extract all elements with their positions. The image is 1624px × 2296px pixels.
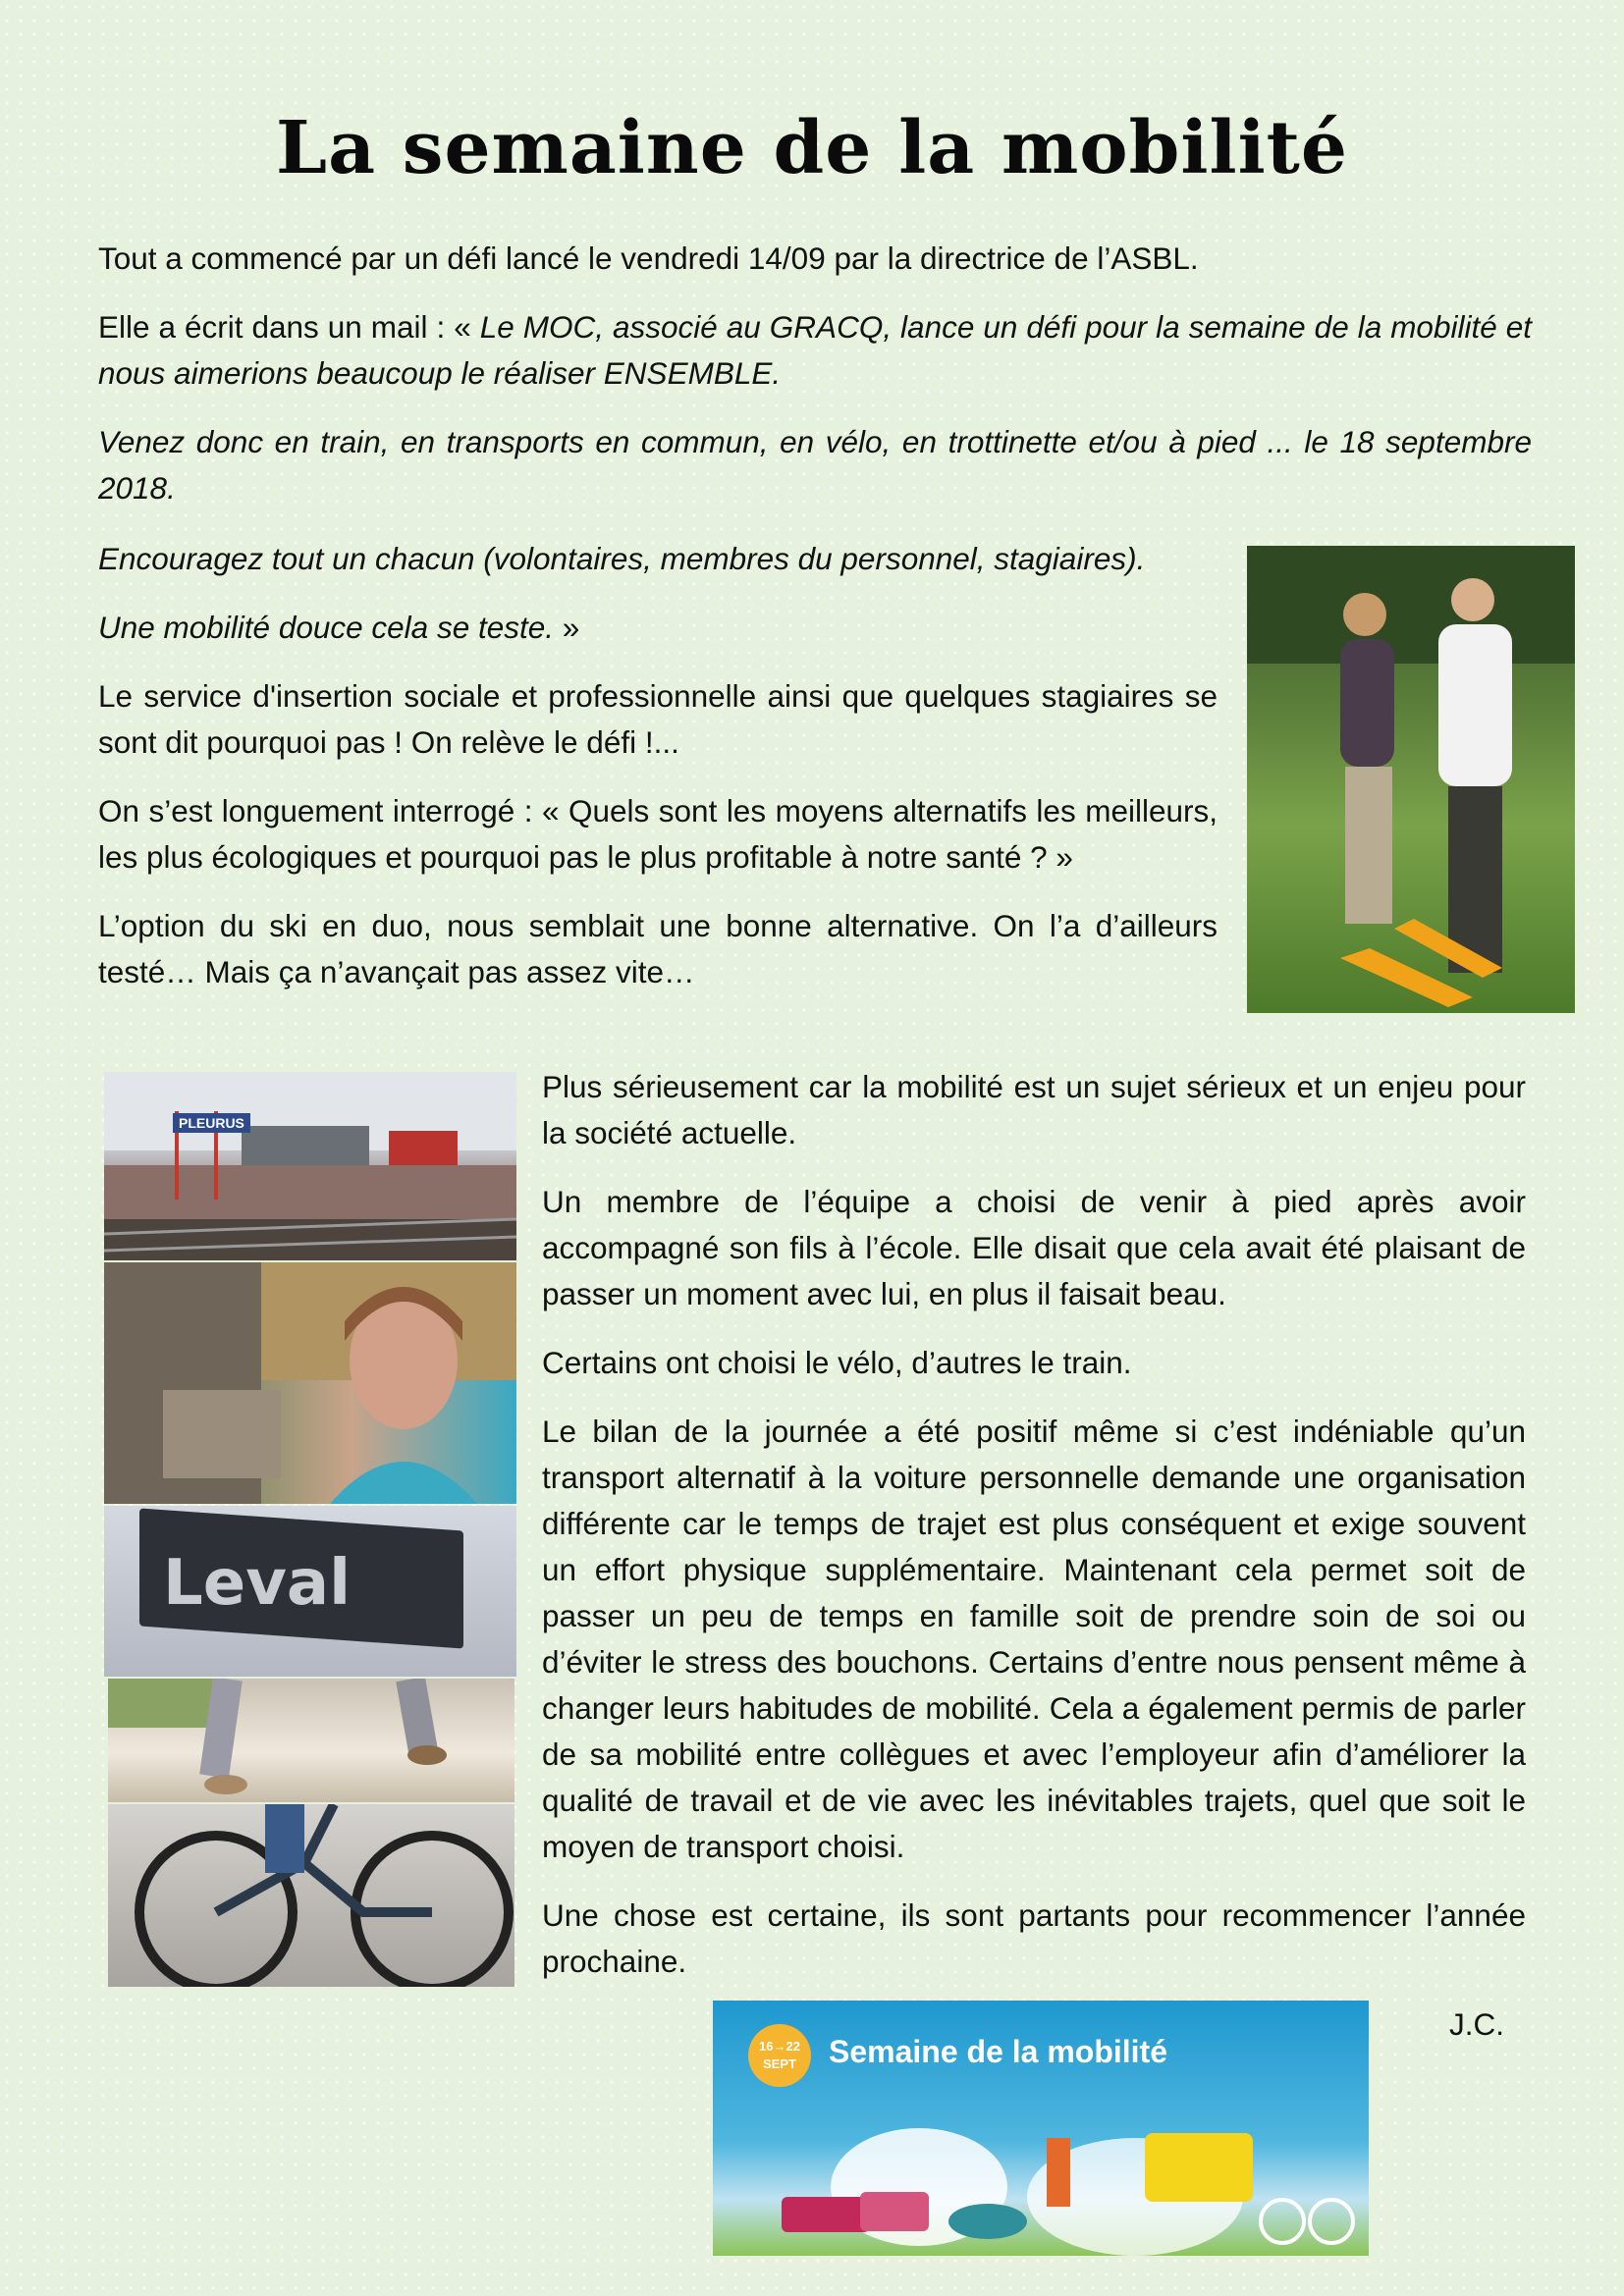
banner-title: Semaine de la mobilité (829, 2034, 1167, 2069)
test-quote-text: Une mobilité douce cela se teste. (98, 610, 555, 645)
banner-date-badge: 16→22 SEPT (748, 2024, 811, 2087)
woman-selfie-photo (104, 1262, 516, 1504)
test-quote-close: » (554, 610, 580, 645)
station-sign: PLEURUS (173, 1113, 250, 1133)
page-title: La semaine de la mobilité (276, 106, 1348, 190)
mail-quote-paragraph (98, 304, 1532, 397)
mobility-week-banner (713, 2001, 1369, 2256)
intro-paragraph: Tout a commencé par un défi lancé le vendredi 14/09 par la directrice de l’ASBL. (98, 240, 1199, 276)
leval-sign-photo (104, 1506, 516, 1677)
summary-paragraph: Le bilan de la journée a été positif même si c’est indéniable qu’un transport alternatif à la voiture personnelle demande une organisation différente car le temps de trajet est plus conséquent et exige souvent un effort physique supplémentaire. Maintenant cela permet soit de passer un peu de temps en famille soit de prendre soin de soi ou d’éviter le stress des bouchons. Certains d’entre nous pensent même à changer leurs habitudes de mobilité. Cela a également permis de parler de sa mobilité entre collègues et avec l’employeur afin d’améliorer la qualité de travail et de vie avec les inévitables trajets, quel que soit le moyen de transport choisi. (542, 1414, 1526, 1864)
bottom-section (542, 1064, 1526, 2007)
walk-paragraph: Un membre de l’équipe a choisi de venir à pied après avoir accompagné son fils à l’école. Elle disait que cela avait été plaisant de passer un moment avec lui, en plus il faisait beau. (542, 1184, 1526, 1311)
encourage-paragraph: Encouragez tout un chacun (volontaires, membres du personnel, stagiaires). (98, 541, 1146, 576)
leval-sign-text: Leval (163, 1547, 352, 1620)
question-paragraph: On s’est longuement interrogé : « Quels sont les moyens alternatifs les meilleurs, les plus écologiques et pourquoi pas le plus profitable à notre santé ? » (98, 793, 1218, 875)
serious-paragraph: Plus sérieusement car la mobilité est un sujet sérieux et un enjeu pour la société actuelle. (542, 1069, 1526, 1150)
mail-intro-text: Elle a écrit dans un mail : « (98, 309, 480, 345)
service-paragraph: Le service d'insertion sociale et professionnelle ainsi que quelques stagiaires se sont dit pourquoi pas ! On relève le défi !... (98, 678, 1218, 760)
duo-ski-photo (1247, 546, 1575, 1013)
train-station-photo (104, 1072, 516, 1260)
test-paragraph (98, 605, 1218, 651)
bicycle-photo (108, 1804, 514, 1987)
walking-feet-photo (108, 1679, 514, 1802)
signature: J.C. (1449, 2006, 1505, 2042)
conclusion-paragraph: Une chose est certaine, ils sont partants pour recommencer l’année prochaine. (542, 1897, 1526, 1979)
middle-section (98, 536, 1218, 1018)
mail-quote-text: Le MOC, associé au GRACQ, lance un défi pour la semaine de la mobilité et nous aimerions beaucoup le réaliser ENSEMBLE. (98, 309, 1532, 391)
intro-section (98, 236, 1532, 534)
ski-paragraph: L’option du ski en duo, nous semblait une bonne alternative. On l’a d’ailleurs testé… Mais ça n’avançait pas assez vite… (98, 908, 1218, 989)
invite-paragraph: Venez donc en train, en transports en commun, en vélo, en trottinette et/ou à pied ... le 18 septembre 2018. (98, 424, 1532, 506)
bike-train-paragraph: Certains ont choisi le vélo, d’autres le train. (542, 1345, 1132, 1380)
